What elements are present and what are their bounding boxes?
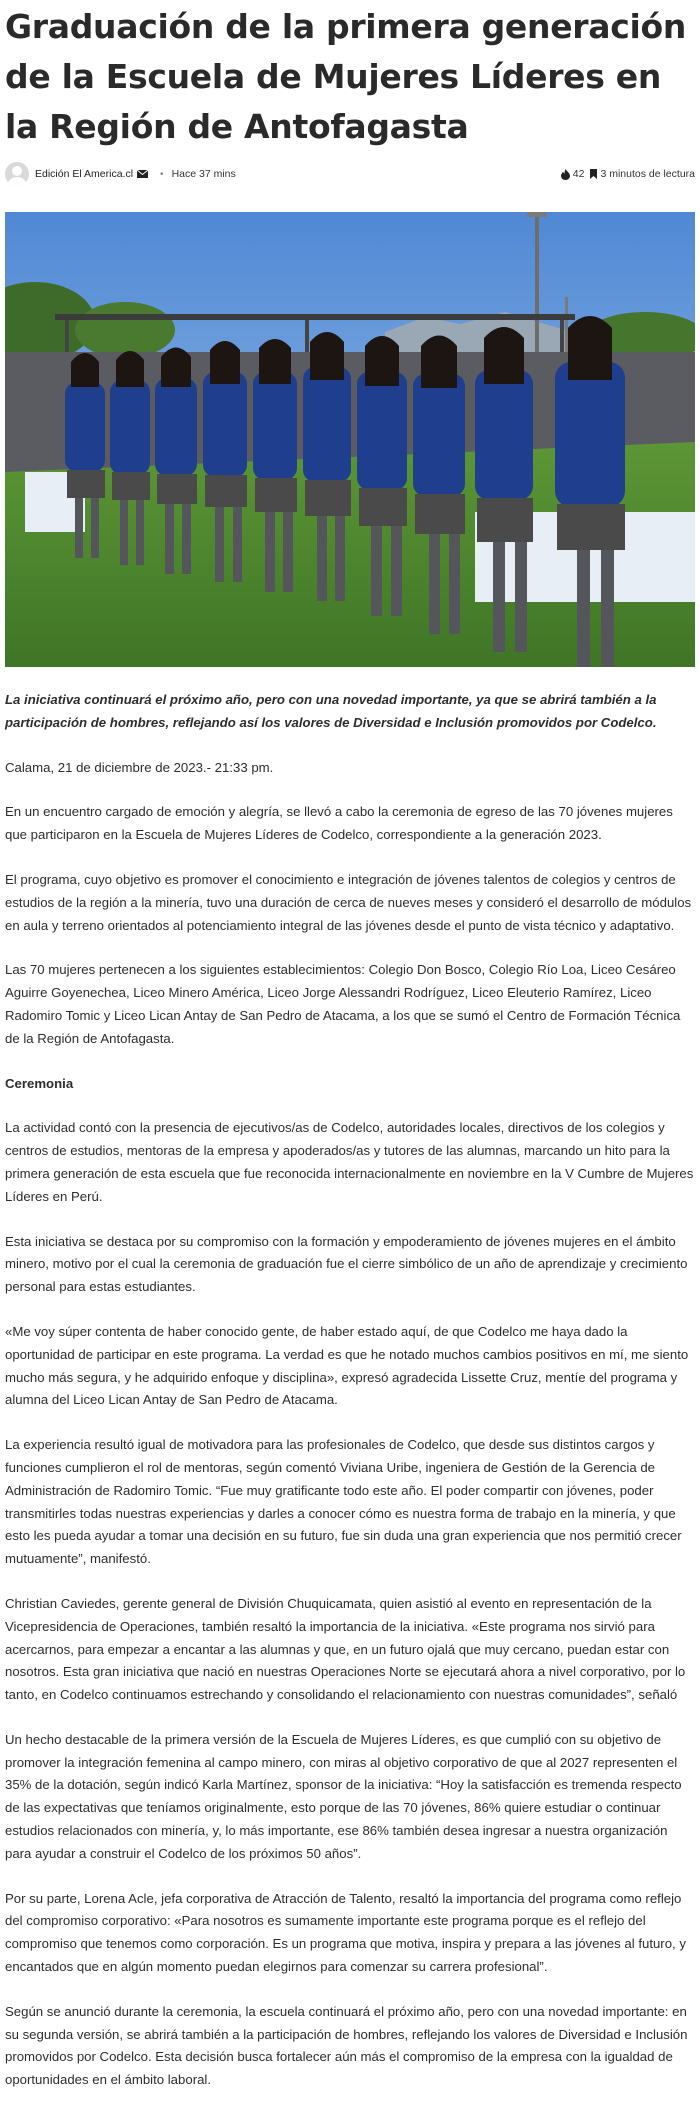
bookmark-icon xyxy=(590,169,597,179)
paragraph: Christian Caviedes, gerente general de División Chuquicamata, quien asistió al evento en representación de la Vicepresidencia de Operaciones, también resaltó la importancia de la iniciativa. «Este programa nos sirvió para acercarnos, para empezar a encantar a las alumnas y que, en un futuro ojalá que muy cercano, puedan estar con nosotros. Esta gran iniciativa que nació en nuestras Operaciones Norte se ejecutará ahora a nivel corporativo, por lo tanto, en Codelco continuamos estrechando y consolidando el relacionamiento con nuestras comunidades”, señaló xyxy=(5,1595,686,1703)
paragraph: Por su parte, Lorena Acle, jefa corporativa de Atracción de Talento, resaltó la importancia del programa como reflejo del compromiso corporativo: «Para nosotros es sumamente importante este programa porque es el reflejo del compromiso que tenemos como corporación. Es un programa que motiva, inspira y prepara a las jóvenes al futuro, y encantados que en algún momento puedan elegirnos para comenzar su carrera profesional”. xyxy=(5,1890,686,1975)
flame-icon xyxy=(561,169,570,180)
author-name[interactable]: Edición El America.cl xyxy=(35,168,134,180)
dateline xyxy=(5,757,695,780)
article-meta xyxy=(5,162,695,186)
meta-separator: • xyxy=(160,168,164,180)
article-title: Graduación de la primera generación de la Escuela de Mujeres Líderes en la Región de Antofagasta xyxy=(5,7,687,146)
paragraph: Las 70 mujeres pertenecen a los siguientes establecimientos: Colegio Don Bosco, Colegio Río Loa, Liceo Cesáreo Aguirre Goyenechea, Liceo Minero América, Liceo Jorge Alessandri Rodríguez, Liceo Eleuterio Ramírez, Liceo Radomiro Tomic y Liceo Lican Antay de San Pedro de Atacama, a los que se sumó el Centro de Formación Técnica de la Región de Antofagasta. xyxy=(5,962,681,1046)
paragraph: El programa, cuyo objetivo es promover el conocimiento e integración de jóvenes talentos de colegios y centros de estudios de la región a la minería, tuvo una duración de cerca de nueves meses y consideró el desarrollo de módulos en aula y terreno orientados al potenciamiento integral de las jóvenes desde el punto de vista técnico y adaptativo. xyxy=(5,871,692,933)
paragraph: Esta iniciativa se destaca por su compromiso con la formación y empoderamiento de jóvenes mujeres en el ámbito minero, motivo por el cual la ceremonia de graduación fue el cierre simbólico de un año de aprendizaje y crecimiento personal para estas estudiantes. xyxy=(5,1233,688,1295)
paragraph: Un hecho destacable de la primera versión de la Escuela de Mujeres Líderes, es que cumplió con su objetivo de promover la integración femenina al campo minero, con miras al objetivo corporativo de que al 2027 representen el 35% de la dotación, según indicó Karla Martínez, sponsor de la iniciativa: “Hoy la satisfacción es tremenda respecto de las expectativas que teníamos originalmente, esto porque de las 70 jóvenes, 86% quiere estudiar o continuar estudios relacionados con minería, y, lo más importante, ese 86% también desea ingresar a nuestra organización para ayudar a construir el Codelco de los próximos 50 años”. xyxy=(5,1731,682,1861)
author-avatar[interactable] xyxy=(5,162,29,186)
reading-time: 3 minutos de lectura xyxy=(600,168,695,180)
paragraph: En un encuentro cargado de emoción y alegría, se llevó a cabo la ceremonia de egreso de las 70 jóvenes mujeres que participaron en la Escuela de Mujeres Líderes de Codelco, correspondiente a la generación 2023. xyxy=(5,804,673,843)
hero-photo xyxy=(5,212,695,667)
dateline-date: Calama, 21 de diciembre de 2023.- xyxy=(5,759,211,775)
paragraph: Según se anunció durante la ceremonia, la escuela continuará el próximo año, pero con una novedad importante: en su segunda versión, se abrirá también a la participación de hombres, reflejando los valores de Diversidad e Inclusión promovidos por Codelco. Esta decisión busca fortalecer aún más el compromiso de la empresa con la igualdad de oportunidades en el ámbito laboral. xyxy=(5,2003,688,2088)
paragraph: «Me voy súper contenta de haber conocido gente, de haber estado aquí, de que Codelco me haya dado la oportunidad de participar en este programa. La verdad es que he notado muchos cambios positivos en mí, me siento mucho más segura, y he adquirido enfoque y disciplina», expresó agradecida Lissette Cruz, mentíe del programa y alumna del Liceo Lican Antay de San Pedro de Atacama. xyxy=(5,1323,689,1408)
published-time: Hace 37 mins xyxy=(171,168,236,180)
paragraph: La experiencia resultó igual de motivadora para las profesionales de Codelco, que desde sus distintos cargos y funciones cumplieron el rol de mentoras, según comentó Viviana Uribe, ingeniera de Gestión de la Gerencia de Administración de Radomiro Tomic. “Fue muy gratificante todo este año. El poder compartir con jóvenes, poder transmitirles todas nuestras experiencias y darles a conocer cómo es nuestra forma de trabajo en la minería, y que esto les pueda ayudar a tomar una decisión en su futuro, fue sin duda una gran experiencia que nos permitió crecer mutuamente”, manifestó. xyxy=(5,1437,682,1567)
article-body xyxy=(5,689,695,2092)
view-count: 42 xyxy=(572,168,585,180)
article-lead: La iniciativa continuará el próximo año, pero con una novedad importante, ya que se abrirá también a la participación de hombres, reflejando así los valores de Diversidad e Inclusión promovidos por Codelco. xyxy=(5,692,657,730)
section-heading: Ceremonia xyxy=(5,1075,74,1091)
article xyxy=(0,2,700,2092)
dateline-time: 21:33 pm. xyxy=(211,759,274,775)
mail-icon[interactable] xyxy=(137,170,148,178)
paragraph: La actividad contó con la presencia de ejecutivos/as de Codelco, autoridades locales, directivos de los colegios y centros de estudios, mentoras de la empresa y apoderados/as y tutores de las alumnas, marcando un hito para la primera generación de esta escuela que fue reconocida internacionalmente en noviembre en la V Cumbre de Mujeres Líderes en Perú. xyxy=(5,1120,694,1204)
